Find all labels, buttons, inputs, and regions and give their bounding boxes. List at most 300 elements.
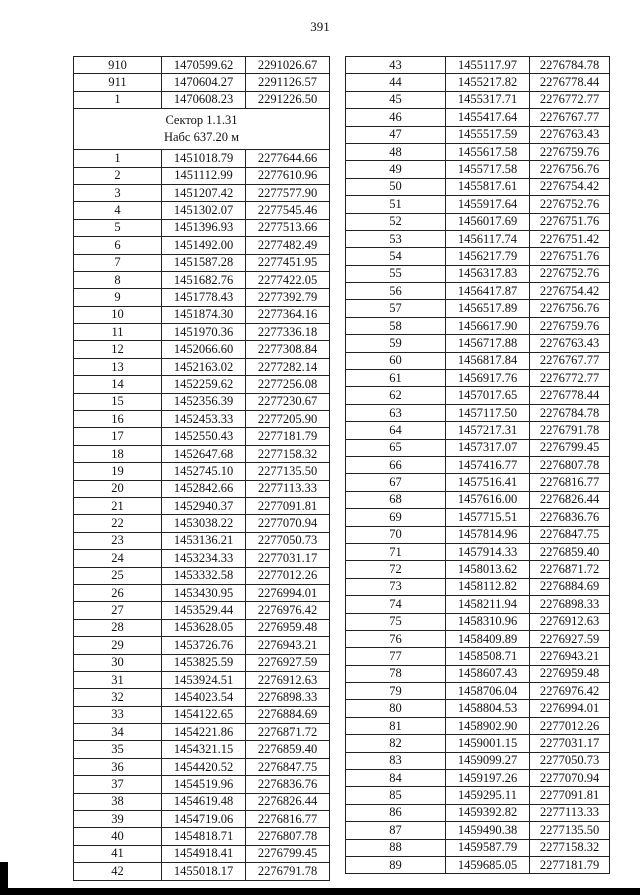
x-coordinate: 1452356.39 — [162, 393, 246, 410]
x-coordinate: 1453825.59 — [162, 654, 246, 671]
point-number: 12 — [74, 341, 162, 358]
x-coordinate: 1459099.27 — [446, 752, 530, 769]
point-number: 28 — [74, 619, 162, 636]
table-row — [74, 254, 330, 271]
point-number: 49 — [346, 161, 446, 178]
y-coordinate: 2276871.72 — [530, 561, 610, 578]
y-coordinate: 2276759.76 — [530, 317, 610, 334]
point-number: 34 — [74, 724, 162, 741]
y-coordinate: 2277205.90 — [246, 411, 330, 428]
y-coordinate: 2276778.44 — [530, 387, 610, 404]
table-row — [346, 804, 610, 821]
table-row — [74, 393, 330, 410]
table-row — [74, 689, 330, 706]
x-coordinate: 1453726.76 — [162, 637, 246, 654]
x-coordinate: 1451396.93 — [162, 219, 246, 236]
point-number: 10 — [74, 306, 162, 323]
y-coordinate: 2276884.69 — [246, 706, 330, 723]
x-coordinate: 1458211.94 — [446, 596, 530, 613]
x-coordinate: 1459392.82 — [446, 804, 530, 821]
point-number: 70 — [346, 526, 446, 543]
x-coordinate: 1458409.89 — [446, 630, 530, 647]
y-coordinate: 2276959.48 — [530, 665, 610, 682]
y-coordinate: 2276959.48 — [246, 619, 330, 636]
point-number: 40 — [74, 828, 162, 845]
x-coordinate: 1451492.00 — [162, 237, 246, 254]
point-number: 2 — [74, 167, 162, 184]
table-row — [74, 237, 330, 254]
point-number: 35 — [74, 741, 162, 758]
point-number: 13 — [74, 358, 162, 375]
y-coordinate: 2277577.90 — [246, 184, 330, 201]
y-coordinate: 2291126.57 — [246, 74, 330, 91]
y-coordinate: 2276751.42 — [530, 230, 610, 247]
y-coordinate: 2277091.81 — [246, 497, 330, 514]
table-row — [346, 770, 610, 787]
table-row — [346, 700, 610, 717]
x-coordinate: 1459197.26 — [446, 770, 530, 787]
y-coordinate: 2277181.79 — [246, 428, 330, 445]
y-coordinate: 2277050.73 — [530, 752, 610, 769]
table-row — [74, 167, 330, 184]
x-coordinate: 1454321.15 — [162, 741, 246, 758]
x-coordinate: 1455817.61 — [446, 178, 530, 195]
table-row — [74, 358, 330, 375]
y-coordinate: 2276759.76 — [530, 143, 610, 160]
point-number: 60 — [346, 352, 446, 369]
x-coordinate: 1451302.07 — [162, 202, 246, 219]
x-coordinate: 1456917.76 — [446, 370, 530, 387]
point-number: 61 — [346, 370, 446, 387]
point-number: 25 — [74, 567, 162, 584]
point-number: 30 — [74, 654, 162, 671]
y-coordinate: 2277135.50 — [246, 463, 330, 480]
y-coordinate: 2277482.49 — [246, 237, 330, 254]
x-coordinate: 1470604.27 — [162, 74, 246, 91]
x-coordinate: 1470599.62 — [162, 57, 246, 74]
point-number: 17 — [74, 428, 162, 445]
point-number: 63 — [346, 404, 446, 421]
table-row — [74, 515, 330, 532]
x-coordinate: 1457814.96 — [446, 526, 530, 543]
x-coordinate: 1451874.30 — [162, 306, 246, 323]
point-number: 39 — [74, 811, 162, 828]
table-row — [346, 109, 610, 126]
point-number: 64 — [346, 422, 446, 439]
point-number: 67 — [346, 474, 446, 491]
y-coordinate: 2276898.33 — [530, 596, 610, 613]
table-row — [74, 497, 330, 514]
x-coordinate: 1459295.11 — [446, 787, 530, 804]
table-row — [74, 811, 330, 828]
y-coordinate: 2276898.33 — [246, 689, 330, 706]
table-row — [346, 561, 610, 578]
x-coordinate: 1454221.86 — [162, 724, 246, 741]
coordinates-table-left — [73, 56, 330, 881]
y-coordinate: 2276791.78 — [246, 863, 330, 880]
table-row — [346, 213, 610, 230]
y-coordinate: 2277644.66 — [246, 150, 330, 167]
y-coordinate: 2276976.42 — [246, 602, 330, 619]
x-coordinate: 1453136.21 — [162, 532, 246, 549]
y-coordinate: 2276816.77 — [246, 811, 330, 828]
page-number: 391 — [310, 19, 330, 34]
point-number: 33 — [74, 706, 162, 723]
point-number: 77 — [346, 648, 446, 665]
x-coordinate: 1455417.64 — [446, 109, 530, 126]
x-coordinate: 1454519.96 — [162, 776, 246, 793]
y-coordinate: 2277070.94 — [246, 515, 330, 532]
x-coordinate: 1456517.89 — [446, 300, 530, 317]
y-coordinate: 2291026.67 — [246, 57, 330, 74]
table-row — [74, 619, 330, 636]
point-number: 72 — [346, 561, 446, 578]
table-row — [74, 863, 330, 880]
y-coordinate: 2276752.76 — [530, 265, 610, 282]
table-row — [74, 324, 330, 341]
table-row — [346, 352, 610, 369]
table-row — [74, 602, 330, 619]
x-coordinate: 1458607.43 — [446, 665, 530, 682]
table-row — [74, 463, 330, 480]
x-coordinate: 1457217.31 — [446, 422, 530, 439]
point-number: 82 — [346, 735, 446, 752]
x-coordinate: 1455018.17 — [162, 863, 246, 880]
table-row — [74, 550, 330, 567]
x-coordinate: 1453234.33 — [162, 550, 246, 567]
point-number: 73 — [346, 578, 446, 595]
y-coordinate: 2276772.77 — [530, 91, 610, 108]
point-number: 45 — [346, 91, 446, 108]
y-coordinate: 2276807.78 — [530, 456, 610, 473]
x-coordinate: 1454122.65 — [162, 706, 246, 723]
x-coordinate: 1452453.33 — [162, 411, 246, 428]
table-row — [346, 317, 610, 334]
point-number: 71 — [346, 543, 446, 560]
y-coordinate: 2276767.77 — [530, 109, 610, 126]
x-coordinate: 1451587.28 — [162, 254, 246, 271]
x-coordinate: 1454023.54 — [162, 689, 246, 706]
y-coordinate: 2277158.32 — [530, 839, 610, 856]
y-coordinate: 2276752.76 — [530, 196, 610, 213]
x-coordinate: 1451778.43 — [162, 289, 246, 306]
y-coordinate: 2277113.33 — [246, 480, 330, 497]
y-coordinate: 2276772.77 — [530, 370, 610, 387]
table-row — [346, 596, 610, 613]
point-number: 85 — [346, 787, 446, 804]
x-coordinate: 1459587.79 — [446, 839, 530, 856]
table-row — [74, 411, 330, 428]
point-number: 54 — [346, 248, 446, 265]
table-row — [346, 578, 610, 595]
point-number: 36 — [74, 758, 162, 775]
y-coordinate: 2277392.79 — [246, 289, 330, 306]
y-coordinate: 2277451.95 — [246, 254, 330, 271]
table-row — [346, 665, 610, 682]
point-number: 58 — [346, 317, 446, 334]
point-number: 18 — [74, 445, 162, 462]
table-row — [74, 341, 330, 358]
point-number: 62 — [346, 387, 446, 404]
table-row — [346, 543, 610, 560]
y-coordinate: 2276847.75 — [530, 526, 610, 543]
y-coordinate: 2277031.17 — [530, 735, 610, 752]
y-coordinate: 2276884.69 — [530, 578, 610, 595]
x-coordinate: 1456217.79 — [446, 248, 530, 265]
table-row — [74, 741, 330, 758]
x-coordinate: 1451970.36 — [162, 324, 246, 341]
table-row — [346, 439, 610, 456]
y-coordinate: 2276784.78 — [530, 404, 610, 421]
x-coordinate: 1454719.06 — [162, 811, 246, 828]
table-row — [346, 248, 610, 265]
point-number: 4 — [74, 202, 162, 219]
y-coordinate: 2276943.21 — [246, 637, 330, 654]
left-top-rows — [74, 57, 330, 109]
table-row — [346, 839, 610, 856]
right-rows — [346, 57, 610, 874]
point-number: 19 — [74, 463, 162, 480]
x-coordinate: 1455717.58 — [446, 161, 530, 178]
y-coordinate: 2277230.67 — [246, 393, 330, 410]
point-number: 53 — [346, 230, 446, 247]
x-coordinate: 1452940.37 — [162, 497, 246, 514]
table-row — [346, 161, 610, 178]
y-coordinate: 2277158.32 — [246, 445, 330, 462]
point-number: 44 — [346, 74, 446, 91]
point-number: 41 — [74, 845, 162, 862]
table-row — [346, 422, 610, 439]
y-coordinate: 2277031.17 — [246, 550, 330, 567]
point-number: 27 — [74, 602, 162, 619]
x-coordinate: 1470608.23 — [162, 91, 246, 108]
y-coordinate: 2276756.76 — [530, 161, 610, 178]
point-number: 48 — [346, 143, 446, 160]
x-coordinate: 1456717.88 — [446, 335, 530, 352]
x-coordinate: 1455917.64 — [446, 196, 530, 213]
x-coordinate: 1451207.42 — [162, 184, 246, 201]
x-coordinate: 1457715.51 — [446, 509, 530, 526]
x-coordinate: 1451112.99 — [162, 167, 246, 184]
point-number: 86 — [346, 804, 446, 821]
x-coordinate: 1457516.41 — [446, 474, 530, 491]
table-row — [346, 474, 610, 491]
x-coordinate: 1459001.15 — [446, 735, 530, 752]
y-coordinate: 2277545.46 — [246, 202, 330, 219]
x-coordinate: 1457616.00 — [446, 491, 530, 508]
table-row — [74, 637, 330, 654]
table-row — [74, 271, 330, 288]
x-coordinate: 1452066.60 — [162, 341, 246, 358]
y-coordinate: 2276799.45 — [530, 439, 610, 456]
point-number: 38 — [74, 793, 162, 810]
point-number: 47 — [346, 126, 446, 143]
table-row — [346, 74, 610, 91]
y-coordinate: 2276836.76 — [246, 776, 330, 793]
table-row — [74, 428, 330, 445]
table-row — [74, 706, 330, 723]
table-row — [74, 776, 330, 793]
table-row — [346, 509, 610, 526]
x-coordinate: 1458013.62 — [446, 561, 530, 578]
table-row — [346, 822, 610, 839]
point-number: 911 — [74, 74, 162, 91]
y-coordinate: 2276754.42 — [530, 178, 610, 195]
y-coordinate: 2277181.79 — [530, 856, 610, 873]
x-coordinate: 1454818.71 — [162, 828, 246, 845]
table-row — [74, 202, 330, 219]
coordinates-table-right — [345, 56, 610, 874]
y-coordinate: 2276778.44 — [530, 74, 610, 91]
y-coordinate: 2276871.72 — [246, 724, 330, 741]
point-number: 68 — [346, 491, 446, 508]
point-number: 3 — [74, 184, 162, 201]
point-number: 52 — [346, 213, 446, 230]
x-coordinate: 1452842.66 — [162, 480, 246, 497]
x-coordinate: 1453332.58 — [162, 567, 246, 584]
table-row — [346, 143, 610, 160]
point-number: 74 — [346, 596, 446, 613]
table-row — [346, 456, 610, 473]
y-coordinate: 2277256.08 — [246, 376, 330, 393]
section-subtitle: Набс 637.20 м — [163, 130, 240, 145]
y-coordinate: 2276994.01 — [246, 584, 330, 601]
table-row — [346, 265, 610, 282]
table-row — [346, 787, 610, 804]
table-row — [74, 758, 330, 775]
x-coordinate: 1456417.87 — [446, 283, 530, 300]
point-number: 66 — [346, 456, 446, 473]
table-row — [74, 74, 330, 91]
y-coordinate: 2276767.77 — [530, 352, 610, 369]
section-title: Сектор 1.1.31 — [165, 113, 238, 128]
x-coordinate: 1455217.82 — [446, 74, 530, 91]
y-coordinate: 2276847.75 — [246, 758, 330, 775]
point-number: 1 — [74, 150, 162, 167]
point-number: 83 — [346, 752, 446, 769]
point-number: 46 — [346, 109, 446, 126]
y-coordinate: 2276836.76 — [530, 509, 610, 526]
y-coordinate: 2276826.44 — [246, 793, 330, 810]
table-row — [346, 335, 610, 352]
table-row — [346, 283, 610, 300]
x-coordinate: 1457416.77 — [446, 456, 530, 473]
table-row — [346, 526, 610, 543]
table-row — [74, 306, 330, 323]
table-row — [346, 735, 610, 752]
point-number: 26 — [74, 584, 162, 601]
y-coordinate: 2277513.66 — [246, 219, 330, 236]
point-number: 5 — [74, 219, 162, 236]
point-number: 37 — [74, 776, 162, 793]
y-coordinate: 2276756.76 — [530, 300, 610, 317]
table-row — [74, 654, 330, 671]
point-number: 50 — [346, 178, 446, 195]
x-coordinate: 1452647.68 — [162, 445, 246, 462]
y-coordinate: 2277282.14 — [246, 358, 330, 375]
y-coordinate: 2277070.94 — [530, 770, 610, 787]
x-coordinate: 1455617.58 — [446, 143, 530, 160]
point-number: 89 — [346, 856, 446, 873]
x-coordinate: 1459490.38 — [446, 822, 530, 839]
point-number: 7 — [74, 254, 162, 271]
point-number: 8 — [74, 271, 162, 288]
point-number: 80 — [346, 700, 446, 717]
y-coordinate: 2276816.77 — [530, 474, 610, 491]
x-coordinate: 1456317.83 — [446, 265, 530, 282]
x-coordinate: 1454420.52 — [162, 758, 246, 775]
point-number: 15 — [74, 393, 162, 410]
table-row — [346, 300, 610, 317]
table-row — [346, 370, 610, 387]
point-number: 57 — [346, 300, 446, 317]
y-coordinate: 2277012.26 — [246, 567, 330, 584]
x-coordinate: 1458706.04 — [446, 683, 530, 700]
point-number: 69 — [346, 509, 446, 526]
table-row — [346, 126, 610, 143]
point-number: 910 — [74, 57, 162, 74]
point-number: 14 — [74, 376, 162, 393]
y-coordinate: 2276859.40 — [246, 741, 330, 758]
table-row — [74, 671, 330, 688]
table-row — [346, 491, 610, 508]
x-coordinate: 1452163.02 — [162, 358, 246, 375]
y-coordinate: 2277012.26 — [530, 717, 610, 734]
x-coordinate: 1455117.97 — [446, 57, 530, 74]
table-row — [74, 845, 330, 862]
y-coordinate: 2276943.21 — [530, 648, 610, 665]
table-row — [346, 57, 610, 74]
table-row — [74, 219, 330, 236]
y-coordinate: 2276927.59 — [246, 654, 330, 671]
x-coordinate: 1456017.69 — [446, 213, 530, 230]
x-coordinate: 1454918.41 — [162, 845, 246, 862]
left-rows — [74, 150, 330, 880]
table-row — [346, 404, 610, 421]
point-number: 24 — [74, 550, 162, 567]
x-coordinate: 1457117.50 — [446, 404, 530, 421]
y-coordinate: 2276976.42 — [530, 683, 610, 700]
section-header-cell — [74, 109, 330, 150]
table-row — [74, 584, 330, 601]
point-number: 6 — [74, 237, 162, 254]
point-number: 51 — [346, 196, 446, 213]
point-number: 87 — [346, 822, 446, 839]
y-coordinate: 2277422.05 — [246, 271, 330, 288]
y-coordinate: 2276912.63 — [530, 613, 610, 630]
scan-edge-mark — [0, 888, 640, 895]
x-coordinate: 1451682.76 — [162, 271, 246, 288]
y-coordinate: 2276859.40 — [530, 543, 610, 560]
y-coordinate: 2276912.63 — [246, 671, 330, 688]
table-row — [346, 387, 610, 404]
point-number: 84 — [346, 770, 446, 787]
table-row — [74, 376, 330, 393]
section-header-group — [74, 109, 330, 150]
table-row — [74, 445, 330, 462]
point-number: 59 — [346, 335, 446, 352]
point-number: 43 — [346, 57, 446, 74]
y-coordinate: 2276807.78 — [246, 828, 330, 845]
x-coordinate: 1456117.74 — [446, 230, 530, 247]
y-coordinate: 2276763.43 — [530, 335, 610, 352]
point-number: 65 — [346, 439, 446, 456]
x-coordinate: 1451018.79 — [162, 150, 246, 167]
y-coordinate: 2276784.78 — [530, 57, 610, 74]
x-coordinate: 1458508.71 — [446, 648, 530, 665]
y-coordinate: 2276826.44 — [530, 491, 610, 508]
y-coordinate: 2276994.01 — [530, 700, 610, 717]
